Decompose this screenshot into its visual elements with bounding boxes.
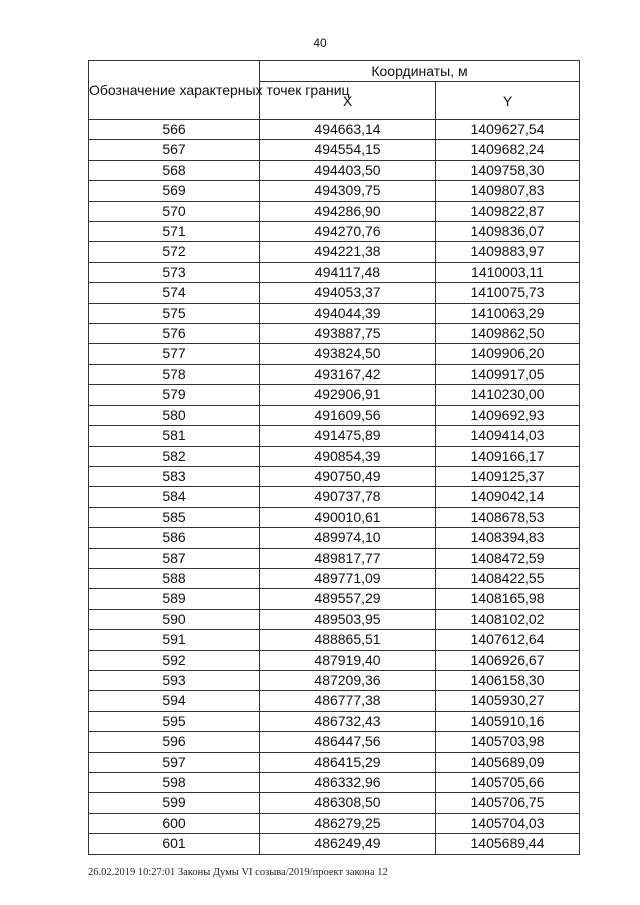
- x-cell: 489974,10: [260, 528, 436, 548]
- y-cell: 1405703,98: [436, 732, 580, 752]
- y-cell: 1405689,44: [436, 834, 580, 854]
- table-row: [89, 670, 580, 690]
- table-row: [89, 262, 580, 282]
- y-cell: 1410063,29: [436, 303, 580, 323]
- table-row: [89, 303, 580, 323]
- x-cell: 490854,39: [260, 446, 436, 466]
- point-cell: 574: [89, 283, 260, 303]
- y-cell: 1410075,73: [436, 283, 580, 303]
- x-cell: 494663,14: [260, 120, 436, 140]
- y-cell: 1408422,55: [436, 568, 580, 588]
- y-cell: 1409807,83: [436, 181, 580, 201]
- table-row: [89, 344, 580, 364]
- y-cell: 1409883,97: [436, 242, 580, 262]
- point-cell: 567: [89, 140, 260, 160]
- x-cell: 494044,39: [260, 303, 436, 323]
- y-cell: 1408394,83: [436, 528, 580, 548]
- y-cell: 1408102,02: [436, 609, 580, 629]
- table-row: [89, 487, 580, 507]
- point-cell: 575: [89, 303, 260, 323]
- point-cell: 585: [89, 507, 260, 527]
- y-cell: 1409836,07: [436, 222, 580, 242]
- table-row: [89, 181, 580, 201]
- point-cell: 597: [89, 752, 260, 772]
- x-cell: 494554,15: [260, 140, 436, 160]
- table-row: [89, 426, 580, 446]
- table-row: [89, 283, 580, 303]
- point-cell: 578: [89, 364, 260, 384]
- y-cell: 1407612,64: [436, 630, 580, 650]
- table-row: [89, 568, 580, 588]
- x-cell: 486332,96: [260, 773, 436, 793]
- x-cell: 493824,50: [260, 344, 436, 364]
- y-cell: 1405704,03: [436, 813, 580, 833]
- x-cell: 487919,40: [260, 650, 436, 670]
- y-cell: 1409042,14: [436, 487, 580, 507]
- table-row: [89, 405, 580, 425]
- point-cell: 582: [89, 446, 260, 466]
- x-cell: 493887,75: [260, 324, 436, 344]
- y-cell: 1405910,16: [436, 711, 580, 731]
- x-cell: 486249,49: [260, 834, 436, 854]
- table-row: [89, 324, 580, 344]
- header-coordinates: Координаты, м: [260, 61, 580, 82]
- point-cell: 589: [89, 589, 260, 609]
- table-row: [89, 589, 580, 609]
- point-cell: 583: [89, 466, 260, 486]
- table-row: [89, 160, 580, 180]
- y-cell: 1405705,66: [436, 773, 580, 793]
- x-cell: 486415,29: [260, 752, 436, 772]
- table-row: [89, 773, 580, 793]
- table-row: [89, 650, 580, 670]
- point-cell: 590: [89, 609, 260, 629]
- header-point-label: Обозначение характерных точек границ: [89, 61, 260, 120]
- x-cell: 493167,42: [260, 364, 436, 384]
- table-row: [89, 548, 580, 568]
- y-cell: 1405706,75: [436, 793, 580, 813]
- x-cell: 486777,38: [260, 691, 436, 711]
- table-row: [89, 609, 580, 629]
- table-row: [89, 222, 580, 242]
- point-cell: 570: [89, 201, 260, 221]
- table-row: [89, 466, 580, 486]
- table-body: [89, 120, 580, 855]
- point-cell: 571: [89, 222, 260, 242]
- table-row: [89, 242, 580, 262]
- table-row: [89, 793, 580, 813]
- table-row: [89, 385, 580, 405]
- y-cell: 1409917,05: [436, 364, 580, 384]
- header-x: X: [260, 82, 436, 120]
- point-cell: 596: [89, 732, 260, 752]
- x-cell: 487209,36: [260, 670, 436, 690]
- y-cell: 1409682,24: [436, 140, 580, 160]
- x-cell: 486279,25: [260, 813, 436, 833]
- y-cell: 1409414,03: [436, 426, 580, 446]
- point-cell: 576: [89, 324, 260, 344]
- y-cell: 1410230,00: [436, 385, 580, 405]
- y-cell: 1408472,59: [436, 548, 580, 568]
- point-cell: 566: [89, 120, 260, 140]
- point-cell: 579: [89, 385, 260, 405]
- point-cell: 599: [89, 793, 260, 813]
- point-cell: 601: [89, 834, 260, 854]
- y-cell: 1410003,11: [436, 262, 580, 282]
- x-cell: 491475,89: [260, 426, 436, 446]
- x-cell: 494221,38: [260, 242, 436, 262]
- table-row: [89, 507, 580, 527]
- point-cell: 594: [89, 691, 260, 711]
- y-cell: 1406158,30: [436, 670, 580, 690]
- x-cell: 489503,95: [260, 609, 436, 629]
- point-cell: 568: [89, 160, 260, 180]
- point-cell: 587: [89, 548, 260, 568]
- x-cell: 490750,49: [260, 466, 436, 486]
- y-cell: 1408165,98: [436, 589, 580, 609]
- point-cell: 588: [89, 568, 260, 588]
- table-row: [89, 732, 580, 752]
- point-cell: 586: [89, 528, 260, 548]
- point-cell: 573: [89, 262, 260, 282]
- table-row: [89, 120, 580, 140]
- x-cell: 494309,75: [260, 181, 436, 201]
- x-cell: 492906,91: [260, 385, 436, 405]
- x-cell: 486447,56: [260, 732, 436, 752]
- point-cell: 591: [89, 630, 260, 650]
- y-cell: 1409627,54: [436, 120, 580, 140]
- table-row: [89, 140, 580, 160]
- y-cell: 1409758,30: [436, 160, 580, 180]
- y-cell: 1409125,37: [436, 466, 580, 486]
- point-cell: 580: [89, 405, 260, 425]
- document-footer: 26.02.2019 10:27:01 Законы Думы VI созыва/2019/проект закона 12: [88, 867, 388, 878]
- x-cell: 486308,50: [260, 793, 436, 813]
- table-row: [89, 691, 580, 711]
- y-cell: 1405930,27: [436, 691, 580, 711]
- coordinates-table: [88, 60, 580, 855]
- table-row: [89, 711, 580, 731]
- x-cell: 489557,29: [260, 589, 436, 609]
- x-cell: 491609,56: [260, 405, 436, 425]
- point-cell: 569: [89, 181, 260, 201]
- x-cell: 494286,90: [260, 201, 436, 221]
- y-cell: 1409906,20: [436, 344, 580, 364]
- y-cell: 1406926,67: [436, 650, 580, 670]
- page-number: 40: [313, 36, 327, 50]
- table-row: [89, 446, 580, 466]
- x-cell: 494270,76: [260, 222, 436, 242]
- table-row: [89, 528, 580, 548]
- table-row: [89, 364, 580, 384]
- y-cell: 1409692,93: [436, 405, 580, 425]
- x-cell: 488865,51: [260, 630, 436, 650]
- point-cell: 600: [89, 813, 260, 833]
- table-row: [89, 834, 580, 854]
- y-cell: 1409822,87: [436, 201, 580, 221]
- y-cell: 1409862,50: [436, 324, 580, 344]
- point-cell: 595: [89, 711, 260, 731]
- point-cell: 577: [89, 344, 260, 364]
- point-cell: 593: [89, 670, 260, 690]
- x-cell: 489771,09: [260, 568, 436, 588]
- y-cell: 1405689,09: [436, 752, 580, 772]
- table-row: [89, 630, 580, 650]
- x-cell: 494053,37: [260, 283, 436, 303]
- table-row: [89, 752, 580, 772]
- x-cell: 489817,77: [260, 548, 436, 568]
- x-cell: 494117,48: [260, 262, 436, 282]
- y-cell: 1408678,53: [436, 507, 580, 527]
- table-row: [89, 201, 580, 221]
- x-cell: 490010,61: [260, 507, 436, 527]
- point-cell: 581: [89, 426, 260, 446]
- x-cell: 494403,50: [260, 160, 436, 180]
- x-cell: 486732,43: [260, 711, 436, 731]
- header-y: Y: [436, 82, 580, 120]
- table-row: [89, 813, 580, 833]
- y-cell: 1409166,17: [436, 446, 580, 466]
- point-cell: 598: [89, 773, 260, 793]
- point-cell: 584: [89, 487, 260, 507]
- point-cell: 572: [89, 242, 260, 262]
- point-cell: 592: [89, 650, 260, 670]
- x-cell: 490737,78: [260, 487, 436, 507]
